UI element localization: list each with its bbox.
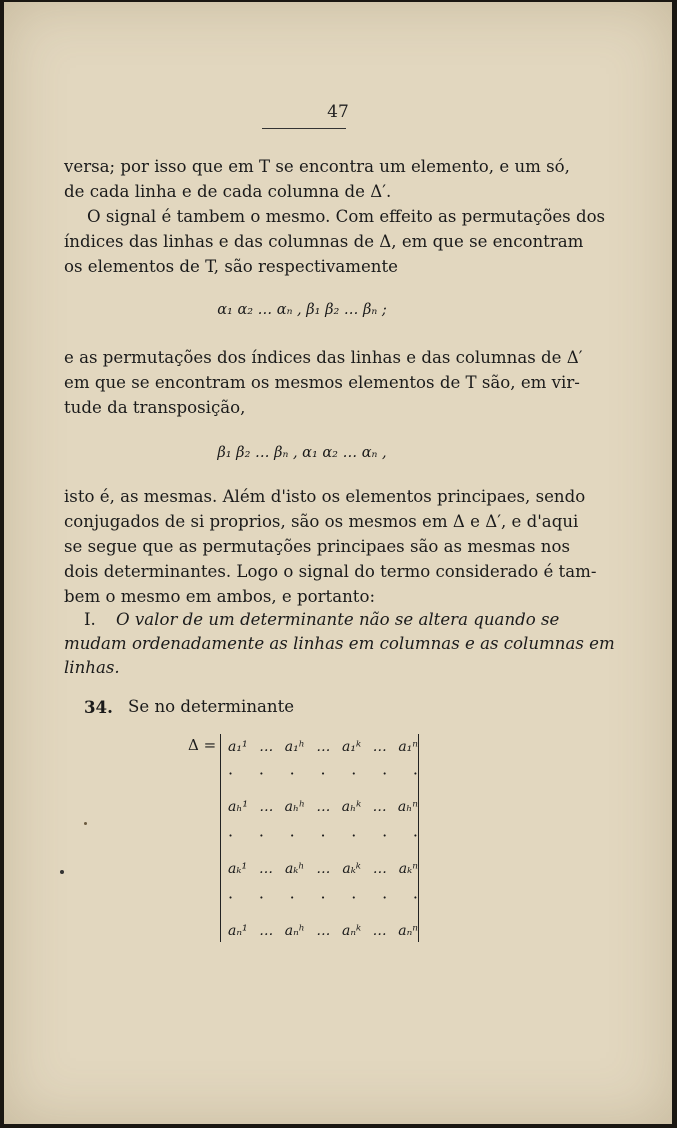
determinant-left-bar xyxy=(220,734,221,942)
matrix-ellipsis: … xyxy=(372,861,387,877)
matrix-entry: aₖᵏ xyxy=(342,861,361,877)
matrix-entry: aₕᵏ xyxy=(341,799,362,815)
matrix-dot: · xyxy=(228,888,234,907)
matrix-dot: · xyxy=(228,764,234,783)
matrix-entry: aₖʰ xyxy=(284,861,305,877)
text-line: os elementos de T, são respectivamente xyxy=(64,257,398,276)
matrix-dot: · xyxy=(351,888,357,907)
matrix-entry: aₙᵏ xyxy=(341,923,362,939)
matrix-ellipsis: … xyxy=(316,923,331,939)
matrix-ellipsis: … xyxy=(259,739,274,755)
text-line: e as permutações dos índices das linhas e das columnas de Δ′ xyxy=(64,348,583,367)
matrix-ellipsis: … xyxy=(316,739,331,755)
determinant-right-bar xyxy=(418,734,419,942)
matrix-entry: a₁ᵏ xyxy=(342,739,362,755)
determinant-row xyxy=(228,796,418,818)
theorem-line: mudam ordenadamente as linhas em columnas e as columnas em xyxy=(64,634,615,653)
matrix-dot: · xyxy=(258,888,264,907)
matrix-dot: · xyxy=(382,764,388,783)
matrix-dot: · xyxy=(412,826,418,845)
determinant-label: Δ = xyxy=(188,736,217,754)
theorem-label: I. xyxy=(84,610,96,629)
theorem-line: linhas. xyxy=(64,658,120,677)
text-line: bem o mesmo em ambos, e portanto: xyxy=(64,587,376,606)
text-line: em que se encontram os mesmos elementos de T são, em vir- xyxy=(64,373,580,392)
determinant-row xyxy=(228,736,418,758)
matrix-dot: · xyxy=(382,826,388,845)
text-line: versa; por isso que em T se encontra um elemento, e um só, xyxy=(64,157,570,176)
matrix-dot: · xyxy=(351,826,357,845)
matrix-entry: aₕⁿ xyxy=(397,799,418,815)
determinant-row xyxy=(228,920,418,942)
matrix-ellipsis: … xyxy=(259,861,274,877)
page-number-rule xyxy=(262,128,346,129)
matrix-dot: · xyxy=(412,764,418,783)
formula: β₁ β₂ … βₙ , α₁ α₂ … αₙ , xyxy=(217,445,387,461)
section-number: 34. xyxy=(84,697,113,717)
matrix-entry: aₕ¹ xyxy=(228,799,249,815)
matrix-ellipsis: … xyxy=(372,739,387,755)
text-line: se segue que as permutações principaes são as mesmas nos xyxy=(64,537,571,556)
matrix-ellipsis: … xyxy=(372,923,387,939)
text-line: conjugados de si proprios, são os mesmos em Δ e Δ′, e d'aqui xyxy=(64,512,579,531)
matrix-dot: · xyxy=(289,826,295,845)
determinant-row xyxy=(228,858,418,880)
matrix-dot: · xyxy=(351,764,357,783)
matrix-dot: · xyxy=(320,764,326,783)
matrix-entry: aₙʰ xyxy=(284,923,305,939)
matrix-dot: · xyxy=(412,888,418,907)
text-line: dois determinantes. Logo o signal do termo considerado é tam- xyxy=(64,562,597,581)
text-line: tude da transposição, xyxy=(64,398,246,417)
matrix-dot: · xyxy=(382,888,388,907)
matrix-dot: · xyxy=(320,888,326,907)
matrix-ellipsis: … xyxy=(259,923,274,939)
text-line: O signal é tambem o mesmo. Com effeito as permutações dos xyxy=(87,207,606,226)
matrix-dot: · xyxy=(320,826,326,845)
text-line: índices das linhas e das columnas de Δ, em que se encontram xyxy=(64,232,584,251)
book-page xyxy=(4,2,672,1124)
matrix-entry: aₙⁿ xyxy=(398,923,418,939)
matrix-dot: · xyxy=(289,764,295,783)
matrix-dot: · xyxy=(258,764,264,783)
matrix-dot: · xyxy=(228,826,234,845)
matrix-dot-row xyxy=(228,764,418,783)
matrix-ellipsis: … xyxy=(316,799,331,815)
theorem-line: O valor de um determinante não se altera quando se xyxy=(116,610,560,629)
paper-speck xyxy=(60,870,64,874)
matrix-dot: · xyxy=(258,826,264,845)
matrix-ellipsis: … xyxy=(316,861,331,877)
matrix-dot: · xyxy=(289,888,295,907)
matrix-entry: aₕʰ xyxy=(284,799,306,815)
matrix-entry: aₙ¹ xyxy=(228,923,248,939)
matrix-ellipsis: … xyxy=(259,799,274,815)
section-text: Se no determinante xyxy=(128,697,295,716)
matrix-entry: a₁¹ xyxy=(228,739,248,755)
matrix-entry: aₖ¹ xyxy=(228,861,248,877)
matrix-ellipsis: … xyxy=(372,799,387,815)
text-line: isto é, as mesmas. Além d'isto os elementos principaes, sendo xyxy=(64,487,586,506)
paper-speck xyxy=(84,822,87,825)
matrix-dot-row xyxy=(228,888,418,907)
text-line: de cada linha e de cada columna de Δ′. xyxy=(64,182,392,201)
matrix-entry: a₁ⁿ xyxy=(398,739,418,755)
formula: α₁ α₂ … αₙ , β₁ β₂ … βₙ ; xyxy=(217,302,387,318)
page-number: 47 xyxy=(327,102,349,122)
matrix-entry: aₖⁿ xyxy=(398,861,418,877)
matrix-dot-row xyxy=(228,826,418,845)
matrix-entry: a₁ʰ xyxy=(284,739,305,755)
